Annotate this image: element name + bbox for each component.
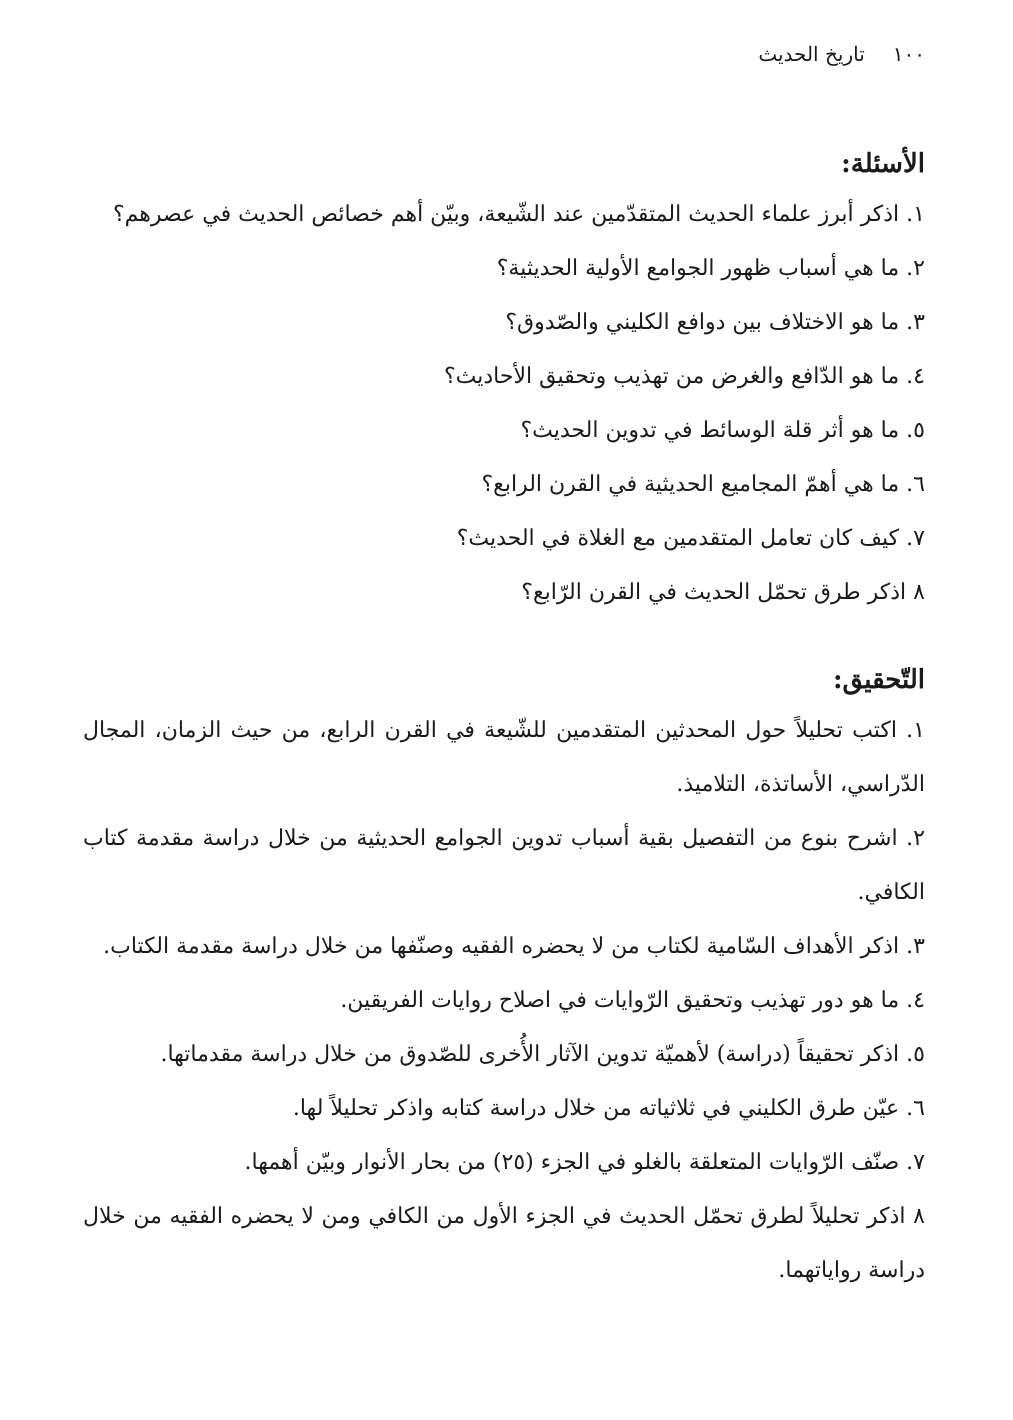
item-text: اذكر تحقيقاً (دراسة) لأهميّة تدوين الآثار الأُخرى للصّدوق من خلال دراسة مقدماتها. — [160, 1042, 900, 1067]
item-text: ما هو الاختلاف بين دوافع الكليني والصّدوق؟ — [505, 310, 900, 335]
item-text: كيف كان تعامل المتقدمين مع الغلاة في الحديث؟ — [456, 526, 900, 551]
page-number: ١٠٠ — [892, 42, 925, 66]
question-item — [83, 188, 925, 242]
questions-heading: الأسئلة: — [841, 149, 925, 179]
item-number: ١. — [906, 718, 925, 743]
question-item — [83, 566, 925, 620]
item-text: اذكر طرق تحمّل الحديث في القرن الرّابع؟ — [521, 580, 907, 605]
item-number: ٥. — [906, 1042, 925, 1067]
item-number: ٢. — [906, 256, 925, 281]
research-item — [83, 1028, 925, 1082]
question-item — [83, 512, 925, 566]
item-text: اذكر تحليلاً لطرق تحمّل الحديث في الجزء الأول من الكافي ومن لا يحضره الفقيه من خلال دراسة رواياتهما. — [83, 1204, 925, 1283]
question-item — [83, 404, 925, 458]
item-text: اذكر أبرز علماء الحديث المتقدّمين عند الشّيعة، وبيّن أهم خصائص الحديث في عصرهم؟ — [112, 202, 900, 227]
question-item — [83, 350, 925, 404]
item-number: ٨ — [913, 580, 925, 605]
item-number: ٤. — [906, 988, 925, 1013]
research-item — [83, 920, 925, 974]
item-number: ٦. — [906, 472, 925, 497]
research-item — [83, 704, 925, 812]
item-number: ٢. — [906, 826, 925, 851]
item-number: ١. — [906, 202, 925, 227]
item-text: اذكر الأهداف السّامية لكتاب من لا يحضره الفقيه وصنّفها من خلال دراسة مقدمة الكتاب. — [103, 934, 900, 959]
item-number: ٤. — [906, 364, 925, 389]
research-heading: التّحقيق: — [832, 665, 925, 695]
item-number: ٣. — [906, 310, 925, 335]
research-item — [83, 1136, 925, 1190]
item-text: ما هو أثر قلة الوسائط في تدوين الحديث؟ — [520, 418, 900, 443]
book-title: تاريخ الحديث — [758, 42, 865, 66]
item-text: اكتب تحليلاً حول المحدثين المتقدمين للشّيعة في القرن الرابع، من حيث الزمان، المجال الدّراسي، الأساتذة، التلاميذ. — [83, 718, 925, 797]
research-item — [83, 1190, 925, 1298]
question-item — [83, 296, 925, 350]
item-text: ما هي أهمّ المجاميع الحديثية في القرن الرابع؟ — [481, 472, 900, 497]
item-text: ما هي أسباب ظهور الجوامع الأولية الحديثية؟ — [496, 256, 900, 281]
item-text: اشرح بنوع من التفصيل بقية أسباب تدوين الجوامع الحديثية من خلال دراسة مقدمة كتاب الكافي. — [83, 826, 925, 905]
item-number: ٨ — [913, 1204, 925, 1229]
item-text: ما هو دور تهذيب وتحقيق الرّوايات في اصلاح روايات الفريقين. — [340, 988, 900, 1013]
item-number: ٧. — [906, 526, 925, 551]
item-text: صنّف الرّوايات المتعلقة بالغلو في الجزء (٢٥) من بحار الأنوار وبيّن أهمها. — [244, 1150, 900, 1175]
running-header — [758, 42, 925, 66]
item-text: عيّن طرق الكليني في ثلاثياته من خلال دراسة كتابه واذكر تحليلاً لها. — [292, 1096, 900, 1121]
question-item — [83, 242, 925, 296]
question-item — [83, 458, 925, 512]
research-list — [83, 704, 925, 1298]
item-number: ٦. — [906, 1096, 925, 1121]
item-text: ما هو الدّافع والغرض من تهذيب وتحقيق الأحاديث؟ — [443, 364, 900, 389]
item-number: ٧. — [906, 1150, 925, 1175]
research-item — [83, 974, 925, 1028]
research-item — [83, 1082, 925, 1136]
questions-list — [83, 188, 925, 620]
item-number: ٣. — [906, 934, 925, 959]
item-number: ٥. — [906, 418, 925, 443]
research-item — [83, 812, 925, 920]
page-body — [83, 140, 925, 1298]
